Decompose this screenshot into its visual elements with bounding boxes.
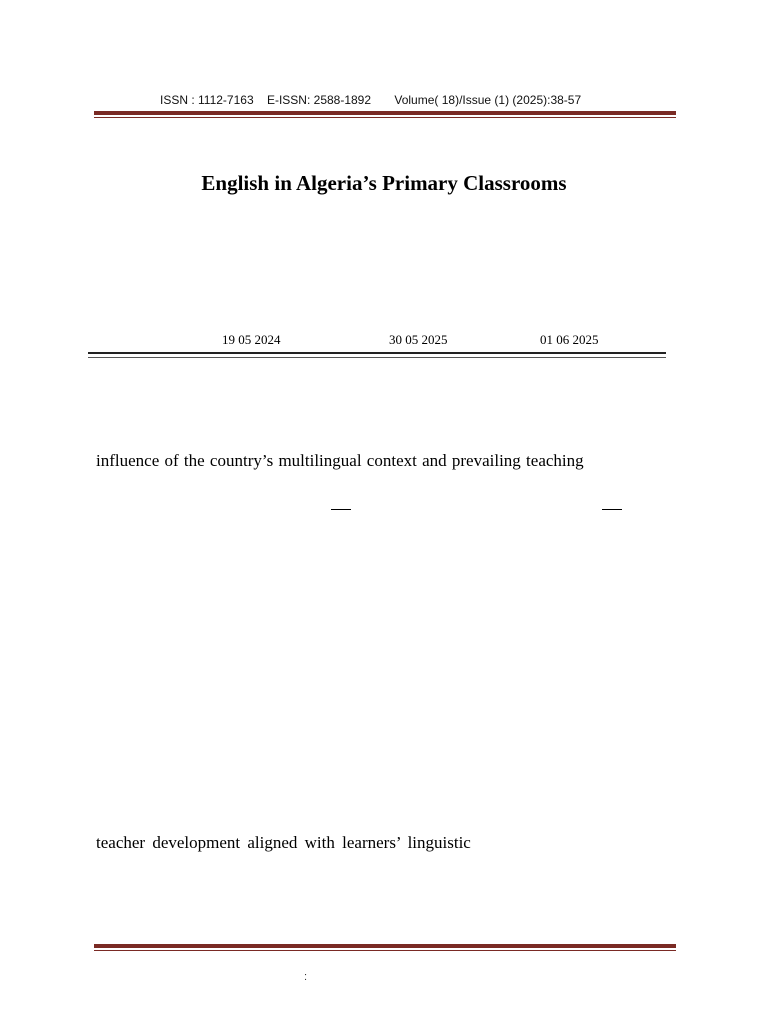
issn-text: ISSN : 1112-7163 bbox=[160, 93, 254, 107]
keywords-line: teacher development aligned with learners’ linguistic bbox=[96, 833, 471, 852]
header-rule-thick bbox=[94, 111, 676, 115]
received-date: 19 05 2024 bbox=[222, 332, 281, 347]
eissn-text: E-ISSN: 2588-1892 bbox=[266, 93, 372, 107]
footer-rule-thin bbox=[94, 950, 676, 951]
journal-header bbox=[160, 93, 620, 107]
em-dash bbox=[602, 509, 622, 510]
footer-colon: : bbox=[304, 971, 308, 983]
dates-rule-thick bbox=[88, 352, 666, 354]
published-date: 01 06 2025 bbox=[540, 332, 599, 347]
header-rule-thin bbox=[94, 117, 676, 118]
dates-rule-thin bbox=[88, 357, 666, 358]
volume-issue-text: Volume( 18)/Issue (1) (2025):38-57 bbox=[394, 93, 582, 107]
footer-rule-thick bbox=[94, 944, 676, 948]
accepted-date: 30 05 2025 bbox=[389, 332, 448, 347]
article-title: English in Algeria’s Primary Classrooms bbox=[201, 171, 567, 195]
em-dash bbox=[331, 509, 351, 510]
abstract-line: influence of the country’s multilingual context and prevailing teaching bbox=[96, 451, 584, 470]
